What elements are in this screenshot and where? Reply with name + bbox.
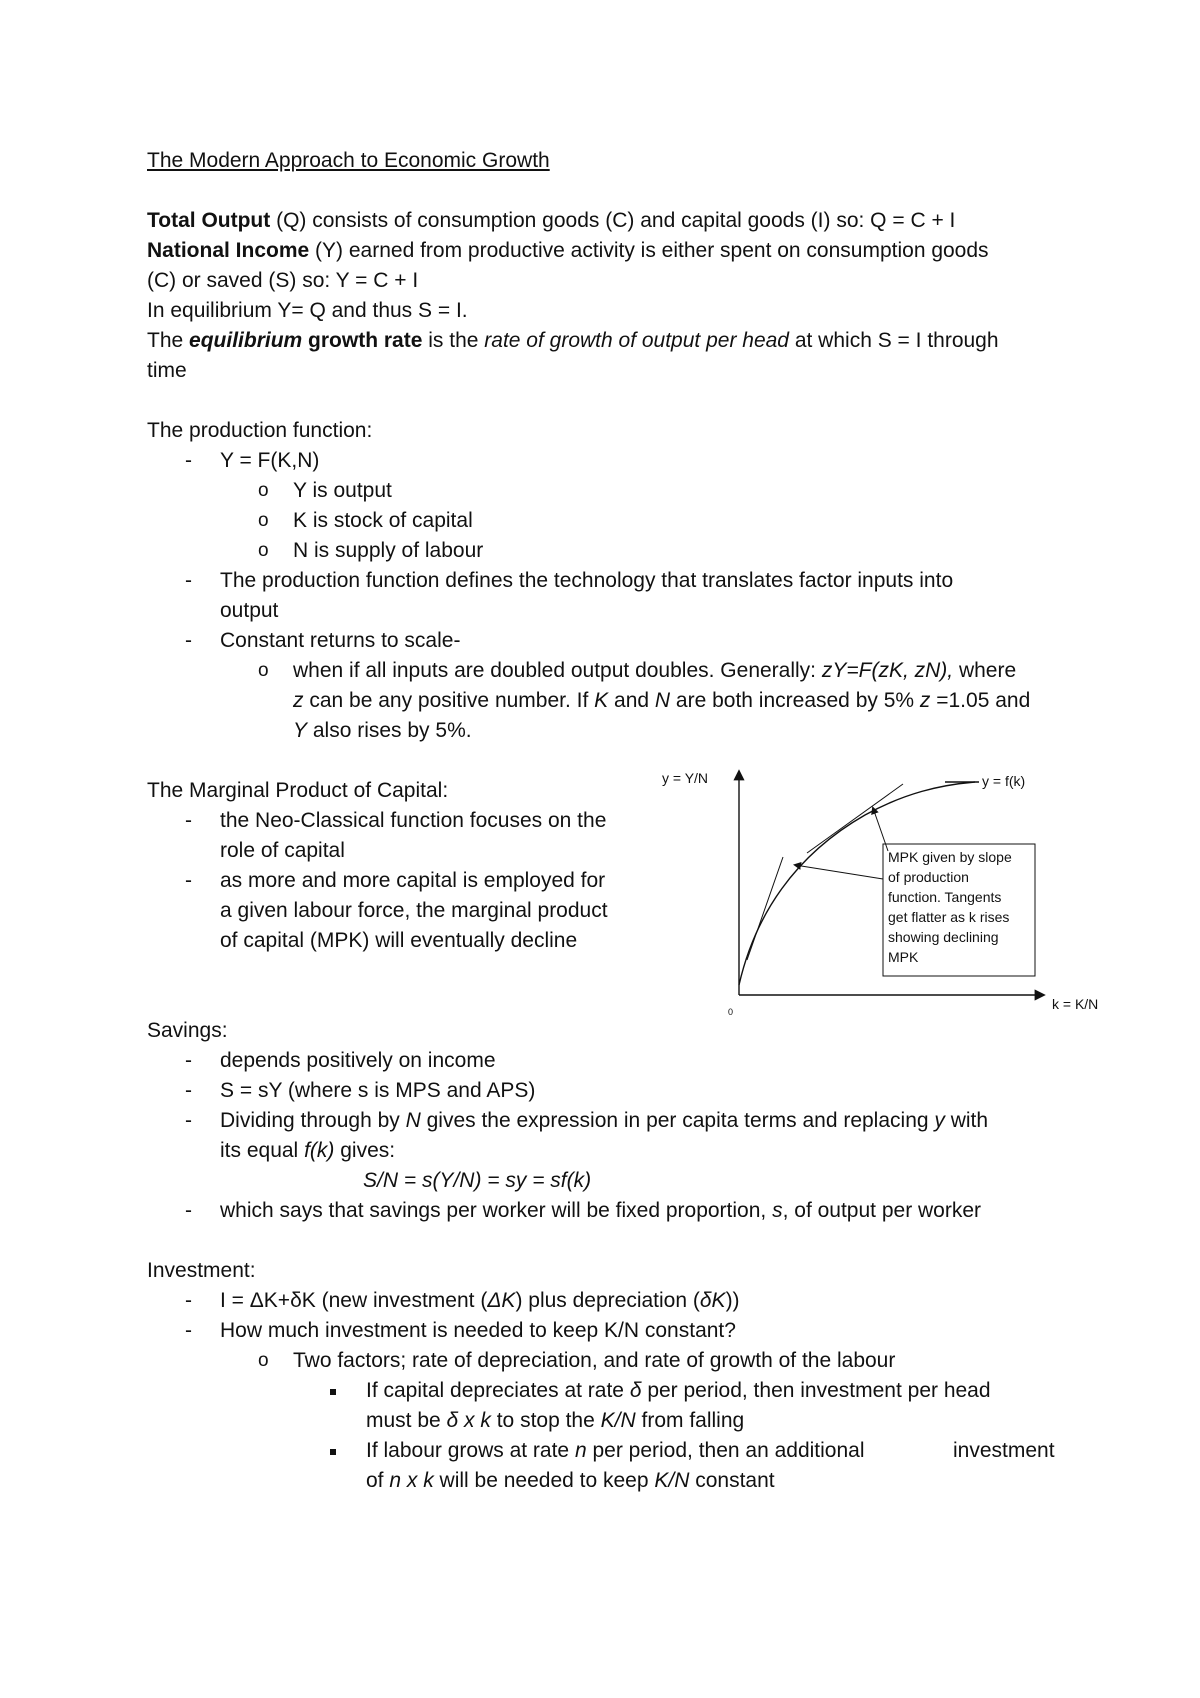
production-function-diagram (655, 765, 1115, 1015)
savings-formula: S/N = s(Y/N) = sy = sf(k) (363, 1169, 592, 1192)
equilibrium-line: In equilibrium Y= Q and thus S = I. (147, 299, 468, 322)
savings-text: S = sY (where s is MPS and APS) (220, 1079, 536, 1102)
crs-detail-2: z can be any positive number. If K and N are both increased by 5% z =1.05 and (293, 689, 1031, 712)
growth-rate-line: The equilibrium growth rate is the rate of growth of output per head at which S = I through (147, 329, 999, 352)
crs-text: Constant returns to scale- (220, 629, 461, 652)
defines-text: The production function defines the technology that translates factor inputs into (220, 569, 954, 592)
savings-text: its equal f(k) gives: (220, 1139, 396, 1162)
dash-bullet: - (185, 449, 192, 472)
investment-detail: If capital depreciates at rate δ per period, then investment per head (366, 1379, 991, 1402)
savings-text: Dividing through by N gives the expression in per capita terms and replacing y with (220, 1109, 989, 1132)
steep-tangent-line (747, 857, 783, 960)
dash-bullet: - (185, 809, 192, 832)
var-item: K is stock of capital (293, 509, 473, 532)
y-axis-label: y = Y/N (662, 770, 709, 786)
dash-bullet: - (185, 1319, 192, 1342)
production-formula: Y = F(K,N) (220, 449, 320, 472)
defines-text-2: output (220, 599, 279, 622)
square-bullet (330, 1389, 336, 1395)
savings-text: which says that savings per worker will be fixed proportion, s, of output per worker (220, 1199, 982, 1222)
dash-bullet: - (185, 629, 192, 652)
annotation-text: MPK given by slope of production function. Tangents get flatter as k rises showing declining MPK (888, 849, 1012, 965)
crs-detail-3: Y also rises by 5%. (293, 719, 472, 742)
dash-bullet: - (185, 869, 192, 892)
arrow-to-flat-tangent (873, 808, 888, 851)
investment-text: I = ΔK+δK (new investment (ΔK) plus depreciation (δK)) (220, 1289, 740, 1312)
mpk-text: role of capital (220, 839, 345, 862)
savings-heading: Savings: (147, 1019, 228, 1042)
mpk-text: of capital (MPK) will eventually decline (220, 929, 578, 952)
savings-text: depends positively on income (220, 1049, 496, 1072)
square-bullet (330, 1449, 336, 1455)
mpk-text: as more and more capital is employed for (220, 869, 606, 892)
dash-bullet: - (185, 1049, 192, 1072)
dash-bullet: - (185, 1079, 192, 1102)
investment-detail: of n x k will be needed to keep K/N constant (366, 1469, 775, 1492)
mpk-text: the Neo-Classical function focuses on the (220, 809, 607, 832)
growth-rate-line-2: time (147, 359, 187, 382)
investment-sub: Two factors; rate of depreciation, and rate of growth of the labour (293, 1349, 896, 1372)
mpk-heading: The Marginal Product of Capital: (147, 779, 449, 802)
dash-bullet: - (185, 1199, 192, 1222)
investment-text: How much investment is needed to keep K/N constant? (220, 1319, 736, 1342)
circle-bullet: o (258, 660, 269, 681)
crs-detail-1: when if all inputs are doubled output doubles. Generally: zY=F(zK, zN), where (293, 659, 1017, 682)
national-income-line-2: (C) or saved (S) so: Y = C + I (147, 269, 419, 292)
dash-bullet: - (185, 569, 192, 592)
dash-bullet: - (185, 1289, 192, 1312)
origin-label: 0 (728, 1007, 734, 1015)
dash-bullet: - (185, 1109, 192, 1132)
var-item: N is supply of labour (293, 539, 484, 562)
circle-bullet: o (258, 480, 269, 501)
production-heading: The production function: (147, 419, 373, 442)
circle-bullet: o (258, 1350, 269, 1371)
circle-bullet: o (258, 510, 269, 531)
arrow-to-steep-tangent (795, 865, 883, 879)
investment-detail-word: investment (953, 1439, 1055, 1462)
flat-tangent-line (807, 784, 903, 853)
var-item: Y is output (293, 479, 392, 502)
total-output-line: Total Output (Q) consists of consumption goods (C) and capital goods (I) so: Q = C + I (147, 209, 956, 232)
x-axis-label: k = K/N (1052, 996, 1099, 1012)
curve-label: y = f(k) (982, 773, 1026, 789)
national-income-line: National Income (Y) earned from productive activity is either spent on consumption goods (147, 239, 989, 262)
investment-heading: Investment: (147, 1259, 256, 1282)
circle-bullet: o (258, 540, 269, 561)
investment-detail: must be δ x k to stop the K/N from falling (366, 1409, 745, 1432)
investment-detail: If labour grows at rate n per period, then an additional (366, 1439, 865, 1462)
mpk-text: a given labour force, the marginal product (220, 899, 608, 922)
page-title: The Modern Approach to Economic Growth (147, 149, 550, 172)
